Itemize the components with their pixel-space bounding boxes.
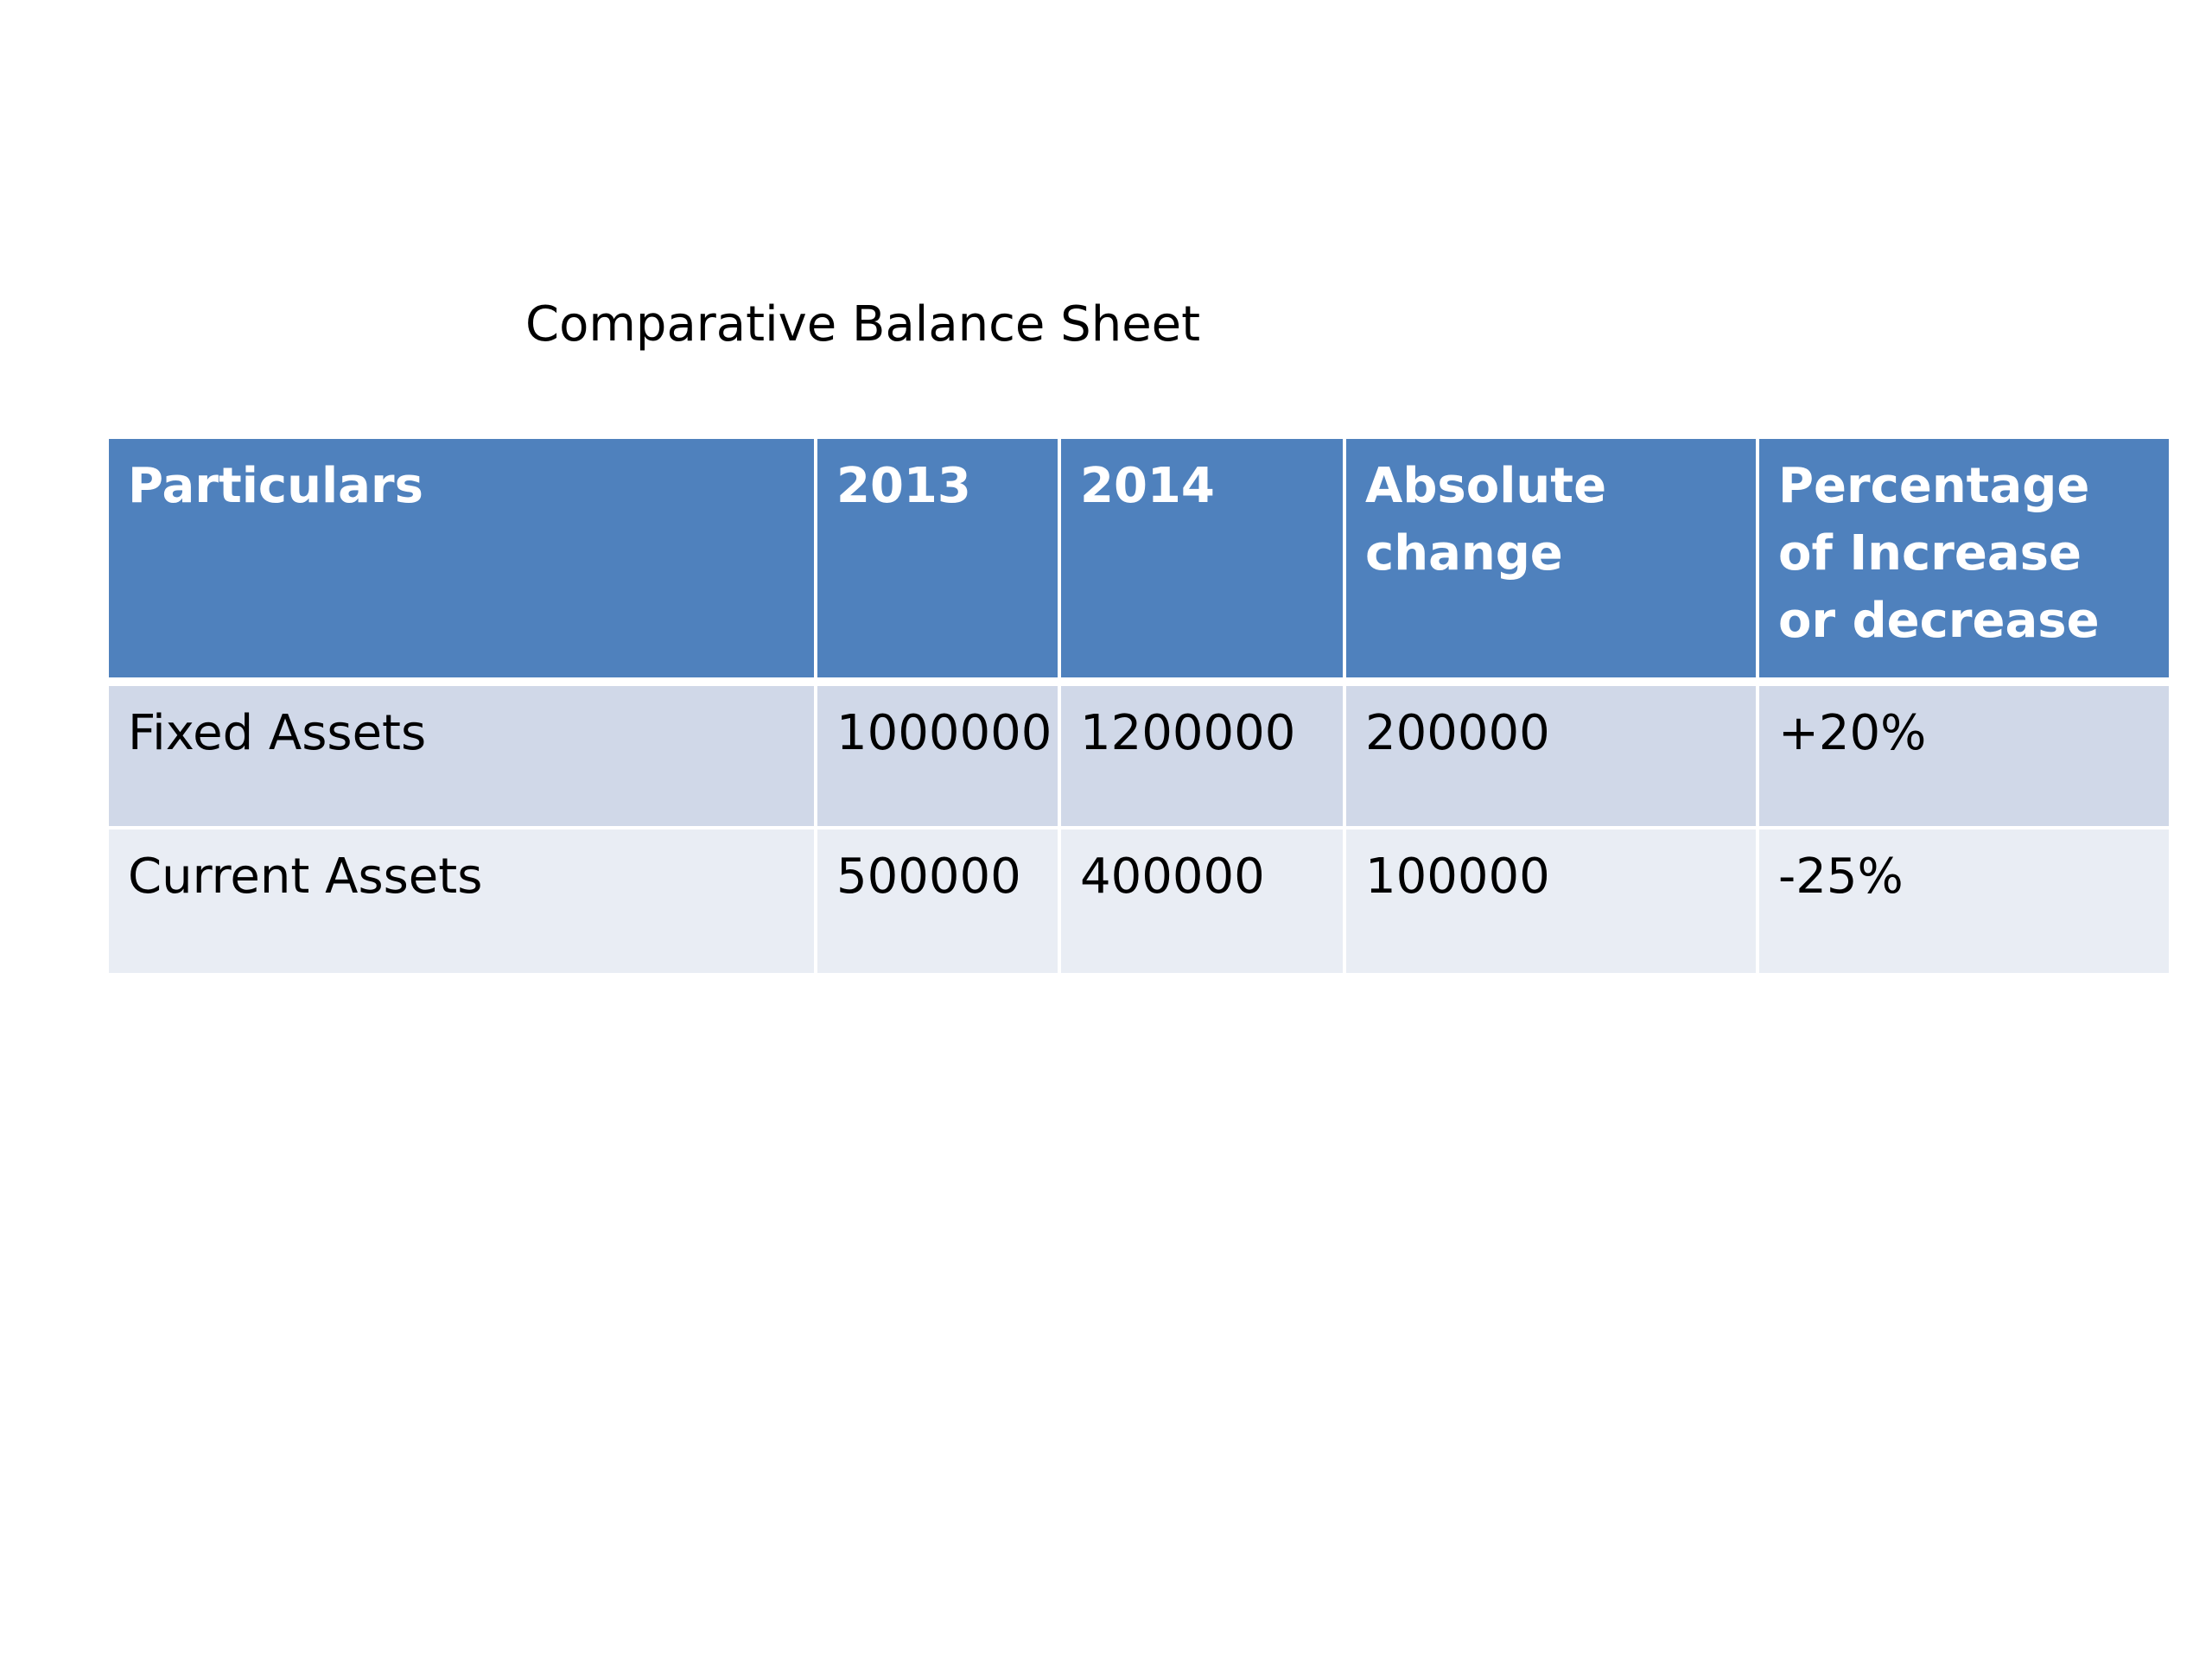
cell-percentage-change: -25% xyxy=(1758,828,2171,975)
comparative-balance-table xyxy=(105,435,2172,976)
header-percentage-change: Percentage of Increase or decrease xyxy=(1758,437,2171,682)
cell-particulars: Fixed Assets xyxy=(107,682,816,828)
cell-particulars: Current Assets xyxy=(107,828,816,975)
header-row xyxy=(107,437,2171,682)
cell-percentage-change: +20% xyxy=(1758,682,2171,828)
header-absolute-change: Absolute change xyxy=(1344,437,1758,682)
cell-2014: 400000 xyxy=(1059,828,1344,975)
cell-absolute-change: 100000 xyxy=(1344,828,1758,975)
table-row xyxy=(107,828,2171,975)
slide-title: Comparative Balance Sheet xyxy=(525,296,1201,353)
table-body xyxy=(107,682,2171,975)
cell-absolute-change: 200000 xyxy=(1344,682,1758,828)
header-2013: 2013 xyxy=(816,437,1059,682)
header-particulars: Particulars xyxy=(107,437,816,682)
header-2014: 2014 xyxy=(1059,437,1344,682)
table-row xyxy=(107,682,2171,828)
table-header xyxy=(107,437,2171,682)
cell-2013: 500000 xyxy=(816,828,1059,975)
cell-2013: 1000000 xyxy=(816,682,1059,828)
cell-2014: 1200000 xyxy=(1059,682,1344,828)
